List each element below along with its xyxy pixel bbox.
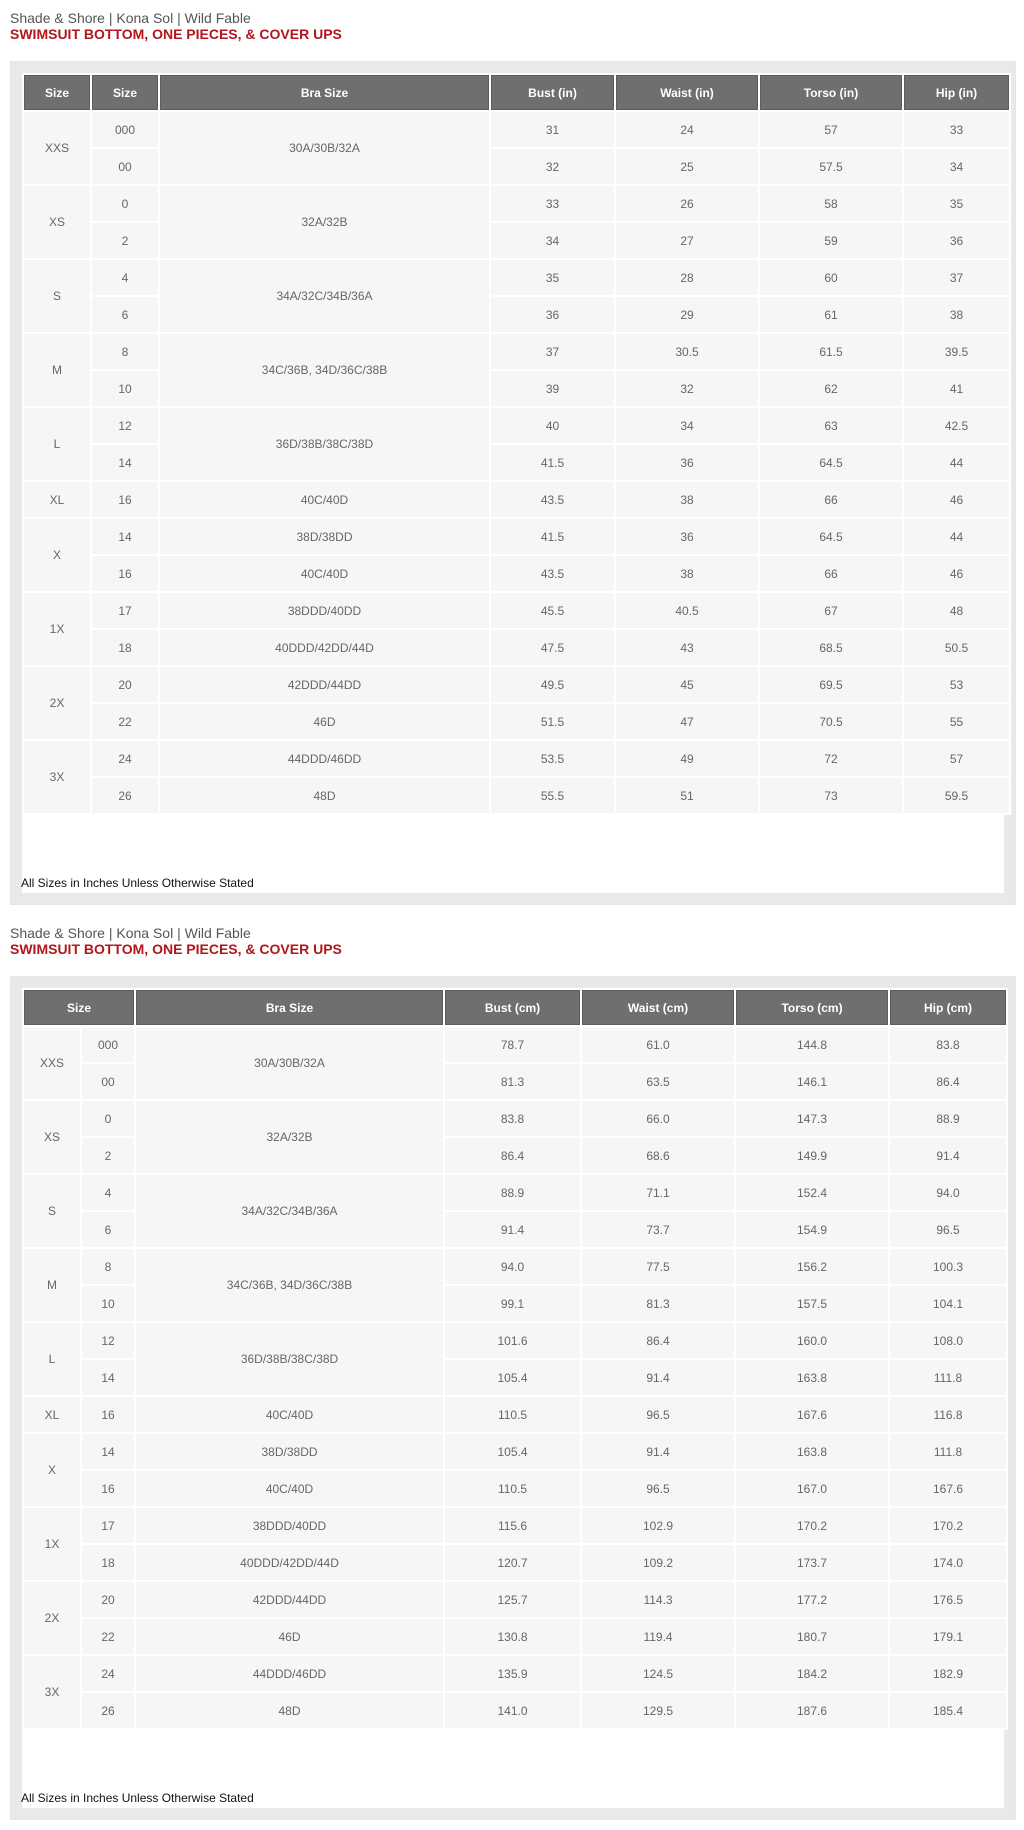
bra-size-cell: 38D/38DD bbox=[160, 519, 489, 554]
torso-cell: 149.9 bbox=[736, 1138, 888, 1173]
table-row bbox=[24, 1434, 1006, 1469]
bra-size-cell: 34A/32C/34B/36A bbox=[136, 1175, 443, 1247]
table-panel bbox=[10, 61, 1016, 905]
torso-cell: 180.7 bbox=[736, 1619, 888, 1654]
header-torso: Torso (in) bbox=[760, 75, 902, 110]
bra-size-cell: 40C/40D bbox=[136, 1471, 443, 1506]
size-number-cell: 12 bbox=[92, 408, 158, 443]
waist-cell: 91.4 bbox=[582, 1434, 734, 1469]
hip-cell: 111.8 bbox=[890, 1360, 1006, 1395]
waist-cell: 45 bbox=[616, 667, 758, 702]
size-number-cell: 6 bbox=[82, 1212, 134, 1247]
waist-cell: 119.4 bbox=[582, 1619, 734, 1654]
size-number-cell: 0 bbox=[92, 186, 158, 221]
size-number-cell: 16 bbox=[92, 556, 158, 591]
table-row bbox=[24, 593, 1009, 628]
hip-cell: 91.4 bbox=[890, 1138, 1006, 1173]
size-label-cell: S bbox=[24, 260, 90, 332]
torso-cell: 167.0 bbox=[736, 1471, 888, 1506]
size-number-cell: 8 bbox=[82, 1249, 134, 1284]
header-bust: Bust (in) bbox=[491, 75, 614, 110]
torso-cell: 59 bbox=[760, 223, 902, 258]
header-torso: Torso (cm) bbox=[736, 990, 888, 1025]
torso-cell: 68.5 bbox=[760, 630, 902, 665]
bust-cell: 99.1 bbox=[445, 1286, 580, 1321]
table-row bbox=[24, 334, 1009, 369]
bust-cell: 37 bbox=[491, 334, 614, 369]
bust-cell: 45.5 bbox=[491, 593, 614, 628]
bra-size-cell: 30A/30B/32A bbox=[136, 1027, 443, 1099]
bra-size-cell: 32A/32B bbox=[136, 1101, 443, 1173]
waist-cell: 63.5 bbox=[582, 1064, 734, 1099]
bust-cell: 39 bbox=[491, 371, 614, 406]
table-row bbox=[24, 408, 1009, 443]
waist-cell: 71.1 bbox=[582, 1175, 734, 1210]
waist-cell: 81.3 bbox=[582, 1286, 734, 1321]
size-number-cell: 16 bbox=[92, 482, 158, 517]
size-label-cell: L bbox=[24, 408, 90, 480]
hip-cell: 176.5 bbox=[890, 1582, 1006, 1617]
size-number-cell: 24 bbox=[92, 741, 158, 776]
size-number-cell: 4 bbox=[92, 260, 158, 295]
table-row bbox=[24, 1175, 1006, 1210]
bust-cell: 78.7 bbox=[445, 1027, 580, 1062]
waist-cell: 102.9 bbox=[582, 1508, 734, 1543]
bust-cell: 94.0 bbox=[445, 1249, 580, 1284]
table-row bbox=[24, 1582, 1006, 1617]
bust-cell: 41.5 bbox=[491, 519, 614, 554]
size-number-cell: 8 bbox=[92, 334, 158, 369]
size-number-cell: 17 bbox=[92, 593, 158, 628]
bra-size-cell: 38DDD/40DD bbox=[136, 1508, 443, 1543]
table-row bbox=[24, 519, 1009, 554]
torso-cell: 170.2 bbox=[736, 1508, 888, 1543]
bust-cell: 47.5 bbox=[491, 630, 614, 665]
torso-cell: 163.8 bbox=[736, 1360, 888, 1395]
hip-cell: 53 bbox=[904, 667, 1009, 702]
size-number-cell: 00 bbox=[82, 1064, 134, 1099]
bust-cell: 110.5 bbox=[445, 1397, 580, 1432]
header-size-number: Size bbox=[92, 75, 158, 110]
bust-cell: 125.7 bbox=[445, 1582, 580, 1617]
size-label-cell: X bbox=[24, 1434, 80, 1506]
hip-cell: 185.4 bbox=[890, 1693, 1006, 1728]
size-number-cell: 000 bbox=[82, 1027, 134, 1062]
hip-cell: 44 bbox=[904, 445, 1009, 480]
hip-cell: 86.4 bbox=[890, 1064, 1006, 1099]
torso-cell: 72 bbox=[760, 741, 902, 776]
bra-size-cell: 38DDD/40DD bbox=[160, 593, 489, 628]
torso-cell: 67 bbox=[760, 593, 902, 628]
bust-cell: 55.5 bbox=[491, 778, 614, 813]
bust-cell: 91.4 bbox=[445, 1212, 580, 1247]
torso-cell: 160.0 bbox=[736, 1323, 888, 1358]
size-label-cell: 1X bbox=[24, 1508, 80, 1580]
size-label-cell: 1X bbox=[24, 593, 90, 665]
bust-cell: 40 bbox=[491, 408, 614, 443]
hip-cell: 179.1 bbox=[890, 1619, 1006, 1654]
hip-cell: 37 bbox=[904, 260, 1009, 295]
header-bra-size: Bra Size bbox=[160, 75, 489, 110]
waist-cell: 68.6 bbox=[582, 1138, 734, 1173]
torso-cell: 66 bbox=[760, 482, 902, 517]
table-row bbox=[24, 704, 1009, 739]
bra-size-cell: 40C/40D bbox=[136, 1397, 443, 1432]
size-label-cell: 2X bbox=[24, 667, 90, 739]
bust-cell: 81.3 bbox=[445, 1064, 580, 1099]
bust-cell: 120.7 bbox=[445, 1545, 580, 1580]
size-label-cell: XL bbox=[24, 1397, 80, 1432]
units-note: All Sizes in Inches Unless Otherwise Stated bbox=[21, 876, 254, 890]
torso-cell: 144.8 bbox=[736, 1027, 888, 1062]
bust-cell: 51.5 bbox=[491, 704, 614, 739]
size-number-cell: 14 bbox=[92, 445, 158, 480]
hip-cell: 50.5 bbox=[904, 630, 1009, 665]
size-label-cell: S bbox=[24, 1175, 80, 1247]
torso-cell: 61 bbox=[760, 297, 902, 332]
bra-size-cell: 44DDD/46DD bbox=[136, 1656, 443, 1691]
size-label-cell: M bbox=[24, 1249, 80, 1321]
torso-cell: 63 bbox=[760, 408, 902, 443]
hip-cell: 174.0 bbox=[890, 1545, 1006, 1580]
table-row bbox=[24, 186, 1009, 221]
hip-cell: 108.0 bbox=[890, 1323, 1006, 1358]
header-bust: Bust (cm) bbox=[445, 990, 580, 1025]
hip-cell: 116.8 bbox=[890, 1397, 1006, 1432]
size-number-cell: 17 bbox=[82, 1508, 134, 1543]
waist-cell: 34 bbox=[616, 408, 758, 443]
waist-cell: 40.5 bbox=[616, 593, 758, 628]
size-number-cell: 14 bbox=[82, 1360, 134, 1395]
waist-cell: 77.5 bbox=[582, 1249, 734, 1284]
size-number-cell: 20 bbox=[82, 1582, 134, 1617]
size-label-cell: 2X bbox=[24, 1582, 80, 1654]
table-row bbox=[24, 1101, 1006, 1136]
hip-cell: 94.0 bbox=[890, 1175, 1006, 1210]
size-label-cell: XS bbox=[24, 186, 90, 258]
size-label-cell: XXS bbox=[24, 112, 90, 184]
bust-cell: 32 bbox=[491, 149, 614, 184]
header-size: Size bbox=[24, 990, 134, 1025]
bra-size-cell: 40DDD/42DD/44D bbox=[136, 1545, 443, 1580]
size-number-cell: 4 bbox=[82, 1175, 134, 1210]
size-label-cell: XXS bbox=[24, 1027, 80, 1099]
units-note: All Sizes in Inches Unless Otherwise Stated bbox=[21, 1791, 254, 1805]
bust-cell: 43.5 bbox=[491, 482, 614, 517]
bra-size-cell: 48D bbox=[160, 778, 489, 813]
table-row bbox=[24, 741, 1009, 776]
bust-cell: 101.6 bbox=[445, 1323, 580, 1358]
table-row bbox=[24, 1656, 1006, 1691]
header-hip: Hip (cm) bbox=[890, 990, 1006, 1025]
bust-cell: 33 bbox=[491, 186, 614, 221]
hip-cell: 48 bbox=[904, 593, 1009, 628]
size-number-cell: 18 bbox=[82, 1545, 134, 1580]
torso-cell: 146.1 bbox=[736, 1064, 888, 1099]
torso-cell: 57.5 bbox=[760, 149, 902, 184]
bust-cell: 53.5 bbox=[491, 741, 614, 776]
hip-cell: 182.9 bbox=[890, 1656, 1006, 1691]
torso-cell: 177.2 bbox=[736, 1582, 888, 1617]
hip-cell: 55 bbox=[904, 704, 1009, 739]
section-heading: SWIMSUIT BOTTOM, ONE PIECES, & COVER UPS bbox=[10, 26, 342, 42]
table-row bbox=[24, 1249, 1006, 1284]
waist-cell: 73.7 bbox=[582, 1212, 734, 1247]
hip-cell: 46 bbox=[904, 482, 1009, 517]
waist-cell: 36 bbox=[616, 445, 758, 480]
hip-cell: 57 bbox=[904, 741, 1009, 776]
bra-size-cell: 36D/38B/38C/38D bbox=[160, 408, 489, 480]
waist-cell: 49 bbox=[616, 741, 758, 776]
size-number-cell: 22 bbox=[82, 1619, 134, 1654]
table-row bbox=[24, 667, 1009, 702]
waist-cell: 66.0 bbox=[582, 1101, 734, 1136]
torso-cell: 163.8 bbox=[736, 1434, 888, 1469]
hip-cell: 83.8 bbox=[890, 1027, 1006, 1062]
bra-size-cell: 36D/38B/38C/38D bbox=[136, 1323, 443, 1395]
torso-cell: 69.5 bbox=[760, 667, 902, 702]
size-number-cell: 00 bbox=[92, 149, 158, 184]
waist-cell: 114.3 bbox=[582, 1582, 734, 1617]
bra-size-cell: 34A/32C/34B/36A bbox=[160, 260, 489, 332]
bust-cell: 115.6 bbox=[445, 1508, 580, 1543]
table-row bbox=[24, 556, 1009, 591]
size-number-cell: 10 bbox=[92, 371, 158, 406]
waist-cell: 28 bbox=[616, 260, 758, 295]
bra-size-cell: 30A/30B/32A bbox=[160, 112, 489, 184]
bust-cell: 105.4 bbox=[445, 1434, 580, 1469]
bust-cell: 135.9 bbox=[445, 1656, 580, 1691]
header-row bbox=[24, 75, 1009, 110]
hip-cell: 39.5 bbox=[904, 334, 1009, 369]
bust-cell: 41.5 bbox=[491, 445, 614, 480]
section-heading: SWIMSUIT BOTTOM, ONE PIECES, & COVER UPS bbox=[10, 941, 342, 957]
header-size: Size bbox=[24, 75, 90, 110]
hip-cell: 100.3 bbox=[890, 1249, 1006, 1284]
header-bra-size: Bra Size bbox=[136, 990, 443, 1025]
torso-cell: 152.4 bbox=[736, 1175, 888, 1210]
table-row bbox=[24, 630, 1009, 665]
hip-cell: 38 bbox=[904, 297, 1009, 332]
size-number-cell: 000 bbox=[92, 112, 158, 147]
table-row bbox=[24, 1693, 1006, 1728]
torso-cell: 64.5 bbox=[760, 519, 902, 554]
size-number-cell: 2 bbox=[92, 223, 158, 258]
waist-cell: 32 bbox=[616, 371, 758, 406]
header-row bbox=[24, 990, 1006, 1025]
hip-cell: 104.1 bbox=[890, 1286, 1006, 1321]
table-row bbox=[24, 482, 1009, 517]
waist-cell: 47 bbox=[616, 704, 758, 739]
size-number-cell: 0 bbox=[82, 1101, 134, 1136]
size-number-cell: 22 bbox=[92, 704, 158, 739]
bra-size-cell: 44DDD/46DD bbox=[160, 741, 489, 776]
hip-cell: 44 bbox=[904, 519, 1009, 554]
hip-cell: 59.5 bbox=[904, 778, 1009, 813]
bra-size-cell: 38D/38DD bbox=[136, 1434, 443, 1469]
header-waist: Waist (cm) bbox=[582, 990, 734, 1025]
size-label-cell: X bbox=[24, 519, 90, 591]
table-row bbox=[24, 260, 1009, 295]
waist-cell: 30.5 bbox=[616, 334, 758, 369]
header-waist: Waist (in) bbox=[616, 75, 758, 110]
waist-cell: 61.0 bbox=[582, 1027, 734, 1062]
hip-cell: 41 bbox=[904, 371, 1009, 406]
waist-cell: 96.5 bbox=[582, 1471, 734, 1506]
size-number-cell: 12 bbox=[82, 1323, 134, 1358]
hip-cell: 170.2 bbox=[890, 1508, 1006, 1543]
header-hip: Hip (in) bbox=[904, 75, 1009, 110]
waist-cell: 38 bbox=[616, 556, 758, 591]
bust-cell: 130.8 bbox=[445, 1619, 580, 1654]
bust-cell: 88.9 bbox=[445, 1175, 580, 1210]
hip-cell: 42.5 bbox=[904, 408, 1009, 443]
waist-cell: 109.2 bbox=[582, 1545, 734, 1580]
size-number-cell: 20 bbox=[92, 667, 158, 702]
bra-size-cell: 46D bbox=[136, 1619, 443, 1654]
table-row bbox=[24, 778, 1009, 813]
bust-cell: 86.4 bbox=[445, 1138, 580, 1173]
bust-cell: 31 bbox=[491, 112, 614, 147]
torso-cell: 64.5 bbox=[760, 445, 902, 480]
waist-cell: 124.5 bbox=[582, 1656, 734, 1691]
table-row bbox=[24, 1471, 1006, 1506]
torso-cell: 184.2 bbox=[736, 1656, 888, 1691]
bra-size-cell: 40C/40D bbox=[160, 482, 489, 517]
waist-cell: 86.4 bbox=[582, 1323, 734, 1358]
torso-cell: 70.5 bbox=[760, 704, 902, 739]
waist-cell: 129.5 bbox=[582, 1693, 734, 1728]
bra-size-cell: 34C/36B, 34D/36C/38B bbox=[160, 334, 489, 406]
bust-cell: 34 bbox=[491, 223, 614, 258]
torso-cell: 187.6 bbox=[736, 1693, 888, 1728]
bra-size-cell: 40DDD/42DD/44D bbox=[160, 630, 489, 665]
torso-cell: 157.5 bbox=[736, 1286, 888, 1321]
hip-cell: 35 bbox=[904, 186, 1009, 221]
waist-cell: 38 bbox=[616, 482, 758, 517]
torso-cell: 156.2 bbox=[736, 1249, 888, 1284]
hip-cell: 36 bbox=[904, 223, 1009, 258]
size-number-cell: 26 bbox=[92, 778, 158, 813]
bra-size-cell: 48D bbox=[136, 1693, 443, 1728]
torso-cell: 60 bbox=[760, 260, 902, 295]
bra-size-cell: 46D bbox=[160, 704, 489, 739]
size-label-cell: M bbox=[24, 334, 90, 406]
table-row bbox=[24, 1508, 1006, 1543]
bra-size-cell: 42DDD/44DD bbox=[160, 667, 489, 702]
size-number-cell: 10 bbox=[82, 1286, 134, 1321]
waist-cell: 25 bbox=[616, 149, 758, 184]
table-row bbox=[24, 1397, 1006, 1432]
brand-line: Shade & Shore | Kona Sol | Wild Fable bbox=[10, 10, 251, 26]
table-row bbox=[24, 1619, 1006, 1654]
size-number-cell: 16 bbox=[82, 1471, 134, 1506]
bra-size-cell: 34C/36B, 34D/36C/38B bbox=[136, 1249, 443, 1321]
size-number-cell: 6 bbox=[92, 297, 158, 332]
bra-size-cell: 42DDD/44DD bbox=[136, 1582, 443, 1617]
bust-cell: 105.4 bbox=[445, 1360, 580, 1395]
waist-cell: 96.5 bbox=[582, 1397, 734, 1432]
table-row bbox=[24, 1027, 1006, 1062]
size-chart-inches bbox=[10, 10, 1016, 890]
torso-cell: 147.3 bbox=[736, 1101, 888, 1136]
size-number-cell: 24 bbox=[82, 1656, 134, 1691]
torso-cell: 61.5 bbox=[760, 334, 902, 369]
size-label-cell: 3X bbox=[24, 1656, 80, 1728]
table-row bbox=[24, 112, 1009, 147]
bra-size-cell: 40C/40D bbox=[160, 556, 489, 591]
waist-cell: 24 bbox=[616, 112, 758, 147]
bust-cell: 141.0 bbox=[445, 1693, 580, 1728]
torso-cell: 57 bbox=[760, 112, 902, 147]
hip-cell: 96.5 bbox=[890, 1212, 1006, 1247]
waist-cell: 43 bbox=[616, 630, 758, 665]
waist-cell: 26 bbox=[616, 186, 758, 221]
torso-cell: 173.7 bbox=[736, 1545, 888, 1580]
size-label-cell: XS bbox=[24, 1101, 80, 1173]
size-number-cell: 26 bbox=[82, 1693, 134, 1728]
torso-cell: 62 bbox=[760, 371, 902, 406]
size-table bbox=[22, 73, 1011, 815]
table-row bbox=[24, 1545, 1006, 1580]
size-label-cell: L bbox=[24, 1323, 80, 1395]
torso-cell: 154.9 bbox=[736, 1212, 888, 1247]
size-number-cell: 2 bbox=[82, 1138, 134, 1173]
size-label-cell: XL bbox=[24, 482, 90, 517]
hip-cell: 167.6 bbox=[890, 1471, 1006, 1506]
hip-cell: 111.8 bbox=[890, 1434, 1006, 1469]
hip-cell: 46 bbox=[904, 556, 1009, 591]
brand-line: Shade & Shore | Kona Sol | Wild Fable bbox=[10, 925, 251, 941]
hip-cell: 88.9 bbox=[890, 1101, 1006, 1136]
bust-cell: 35 bbox=[491, 260, 614, 295]
bust-cell: 43.5 bbox=[491, 556, 614, 591]
bra-size-cell: 32A/32B bbox=[160, 186, 489, 258]
torso-cell: 167.6 bbox=[736, 1397, 888, 1432]
waist-cell: 91.4 bbox=[582, 1360, 734, 1395]
size-table bbox=[22, 988, 1008, 1730]
table-panel bbox=[10, 976, 1016, 1820]
size-number-cell: 14 bbox=[82, 1434, 134, 1469]
size-number-cell: 18 bbox=[92, 630, 158, 665]
size-label-cell: 3X bbox=[24, 741, 90, 813]
waist-cell: 36 bbox=[616, 519, 758, 554]
bust-cell: 110.5 bbox=[445, 1471, 580, 1506]
size-number-cell: 14 bbox=[92, 519, 158, 554]
waist-cell: 27 bbox=[616, 223, 758, 258]
table-row bbox=[24, 1323, 1006, 1358]
torso-cell: 58 bbox=[760, 186, 902, 221]
bust-cell: 83.8 bbox=[445, 1101, 580, 1136]
waist-cell: 51 bbox=[616, 778, 758, 813]
torso-cell: 73 bbox=[760, 778, 902, 813]
hip-cell: 34 bbox=[904, 149, 1009, 184]
waist-cell: 29 bbox=[616, 297, 758, 332]
bust-cell: 49.5 bbox=[491, 667, 614, 702]
size-number-cell: 16 bbox=[82, 1397, 134, 1432]
hip-cell: 33 bbox=[904, 112, 1009, 147]
torso-cell: 66 bbox=[760, 556, 902, 591]
bust-cell: 36 bbox=[491, 297, 614, 332]
size-chart-cm bbox=[10, 925, 1016, 1805]
